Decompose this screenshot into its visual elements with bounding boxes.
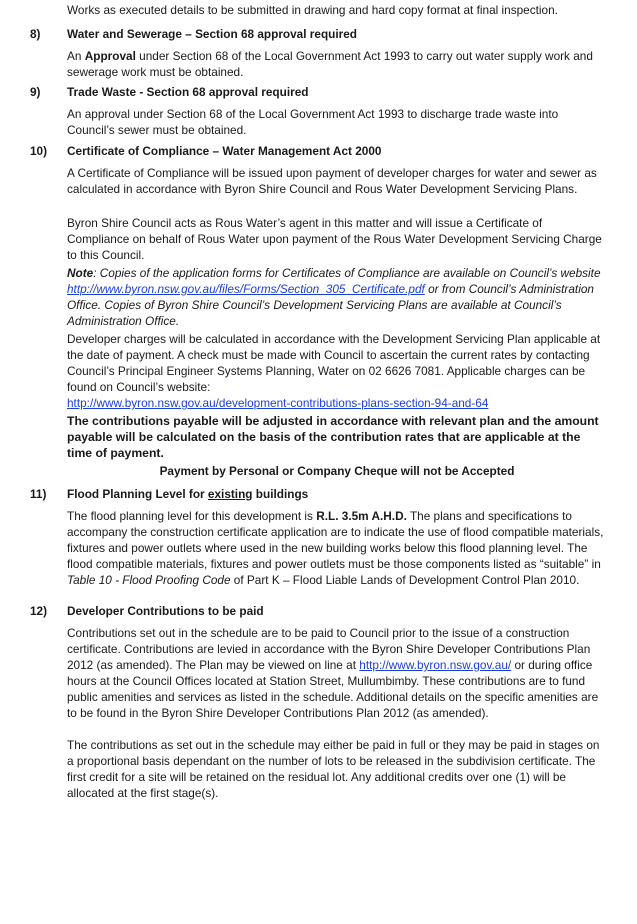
section-11-number: 11) <box>30 487 47 501</box>
section-10-note <box>67 265 607 329</box>
section-8-title: Water and Sewerage – Section 68 approval required <box>67 27 357 41</box>
section-11-title-existing: existing <box>207 487 253 501</box>
developer-charges-text: Developer charges will be calculated in accordance with the Development Servicing Plan applicable at the date of payment. A check must be made with Council to ascertain the current rates by contacting Council’s Principal Engineer Systems Planning, Water on 02 6626 7081. Applicable charges can be found on Council’s website: <box>67 332 601 394</box>
section-8-heading <box>30 26 610 42</box>
section-12-number: 12) <box>30 604 48 618</box>
note-text-a: : Copies of the application forms for Certificates of Compliance are available on Council’s website <box>93 266 601 280</box>
certificate-forms-link[interactable]: http://www.byron.nsw.gov.au/files/Forms/Section_305_Certificate.pdf <box>67 282 425 296</box>
byron-council-link[interactable]: http://www.byron.nsw.gov.au/ <box>359 658 512 672</box>
section-8-paragraph <box>67 48 607 80</box>
section-12-paragraph-2: The contributions as set out in the schedule may either be paid in full or they may be paid in stages on a proportional basis dependant on the number of lots to be released in the subdivision certificate. The first credit for a site will be retained on the residual lot. Any additional credits over one (1) will be allocated at the first stage(s). <box>67 738 600 800</box>
development-contributions-link[interactable]: http://www.byron.nsw.gov.au/development-contributions-plans-section-94-and-64 <box>67 396 489 410</box>
note-label: Note <box>67 266 94 280</box>
cheque-notice: Payment by Personal or Company Cheque will not be Accepted <box>159 464 515 478</box>
flood-text-b: The plans and specifications to accompany the construction certificate application are to indicate the use of flood compatible materials, fixtures and power outlets where used in the new building works below this flood planning level. The flood compatible materials, fixtures and power outlets must be those components listed as “suitable” in <box>67 509 604 571</box>
section-11-paragraph <box>67 508 607 588</box>
section-12-heading <box>30 603 610 619</box>
flood-level-value: R.L. 3.5m A.H.D. <box>316 509 407 523</box>
works-as-executed-text: Works as executed details to be submitted in drawing and hard copy format at final inspection. <box>67 3 558 17</box>
section-10-paragraph-4 <box>67 331 607 411</box>
section-12-paragraph-1 <box>67 625 607 721</box>
section-9-heading <box>30 84 610 100</box>
section-8-approval-bold: Approval <box>84 49 136 63</box>
section-8-text-a: An <box>67 49 85 63</box>
section-8-text-b: under Section 68 of the Local Government Act 1993 to carry out water supply work and sewerage work must be obtained. <box>67 49 593 79</box>
contributions-adjusted-bold: The contributions payable will be adjusted in accordance with relevant plan and the amount payable will be calculated on the basis of the contribution rates that are applicable at the time of payment. <box>67 414 599 460</box>
section-11-title-b: buildings <box>252 487 309 501</box>
section-12-title: Developer Contributions to be paid <box>67 604 264 618</box>
contributions-text-a: Contributions set out in the schedule are to be paid to Council prior to the issue of a construction certificate. Contributions are levied in accordance with the Byron Shire Developer Contributions Plan 2012 (as amended). The Plan may be viewed on line at <box>67 626 591 672</box>
section-9-paragraph: An approval under Section 68 of the Local Government Act 1993 to discharge trade waste into Council’s sewer must be obtained. <box>67 107 559 137</box>
section-11-title-a: Flood Planning Level for <box>67 487 208 501</box>
section-9-title: Trade Waste - Section 68 approval required <box>67 85 309 99</box>
note-text-b: or from Council’s Administration Office. Copies of Byron Shire Council’s Development Servicing Plans are available at Council’s Administration Office. <box>67 282 594 328</box>
contributions-text-b: or during office hours at the Council Offices located at Station Street, Mullumbimby. These contributions are to fund public amenities and services as listed in the schedule. Additional details on the specific amenities are to be found in the Byron Shire Developer Contributions Plan 2012 (as amended). <box>67 658 599 720</box>
section-10-number: 10) <box>30 144 48 158</box>
flood-text-c: of Part K – Flood Liable Lands of Development Control Plan 2010. <box>230 573 580 587</box>
section-9-number: 9) <box>30 85 41 99</box>
section-8-number: 8) <box>30 27 41 41</box>
section-11-heading <box>30 486 610 502</box>
flood-text-a: The flood planning level for this development is <box>67 509 317 523</box>
section-10-heading <box>30 143 610 159</box>
flood-table-ref: Table 10 - Flood Proofing Code <box>67 573 231 587</box>
section-10-title: Certificate of Compliance – Water Management Act 2000 <box>67 144 382 158</box>
section-10-paragraph-2: Byron Shire Council acts as Rous Water’s agent in this matter and will issue a Certificate of Compliance on behalf of Rous Water upon payment of the Rous Water Development Servicing Charge to this Council. <box>67 216 602 262</box>
section-10-paragraph-1: A Certificate of Compliance will be issued upon payment of developer charges for water and sewer as calculated in accordance with Byron Shire Council and Rous Water Development Servicing Plans. <box>67 166 597 196</box>
